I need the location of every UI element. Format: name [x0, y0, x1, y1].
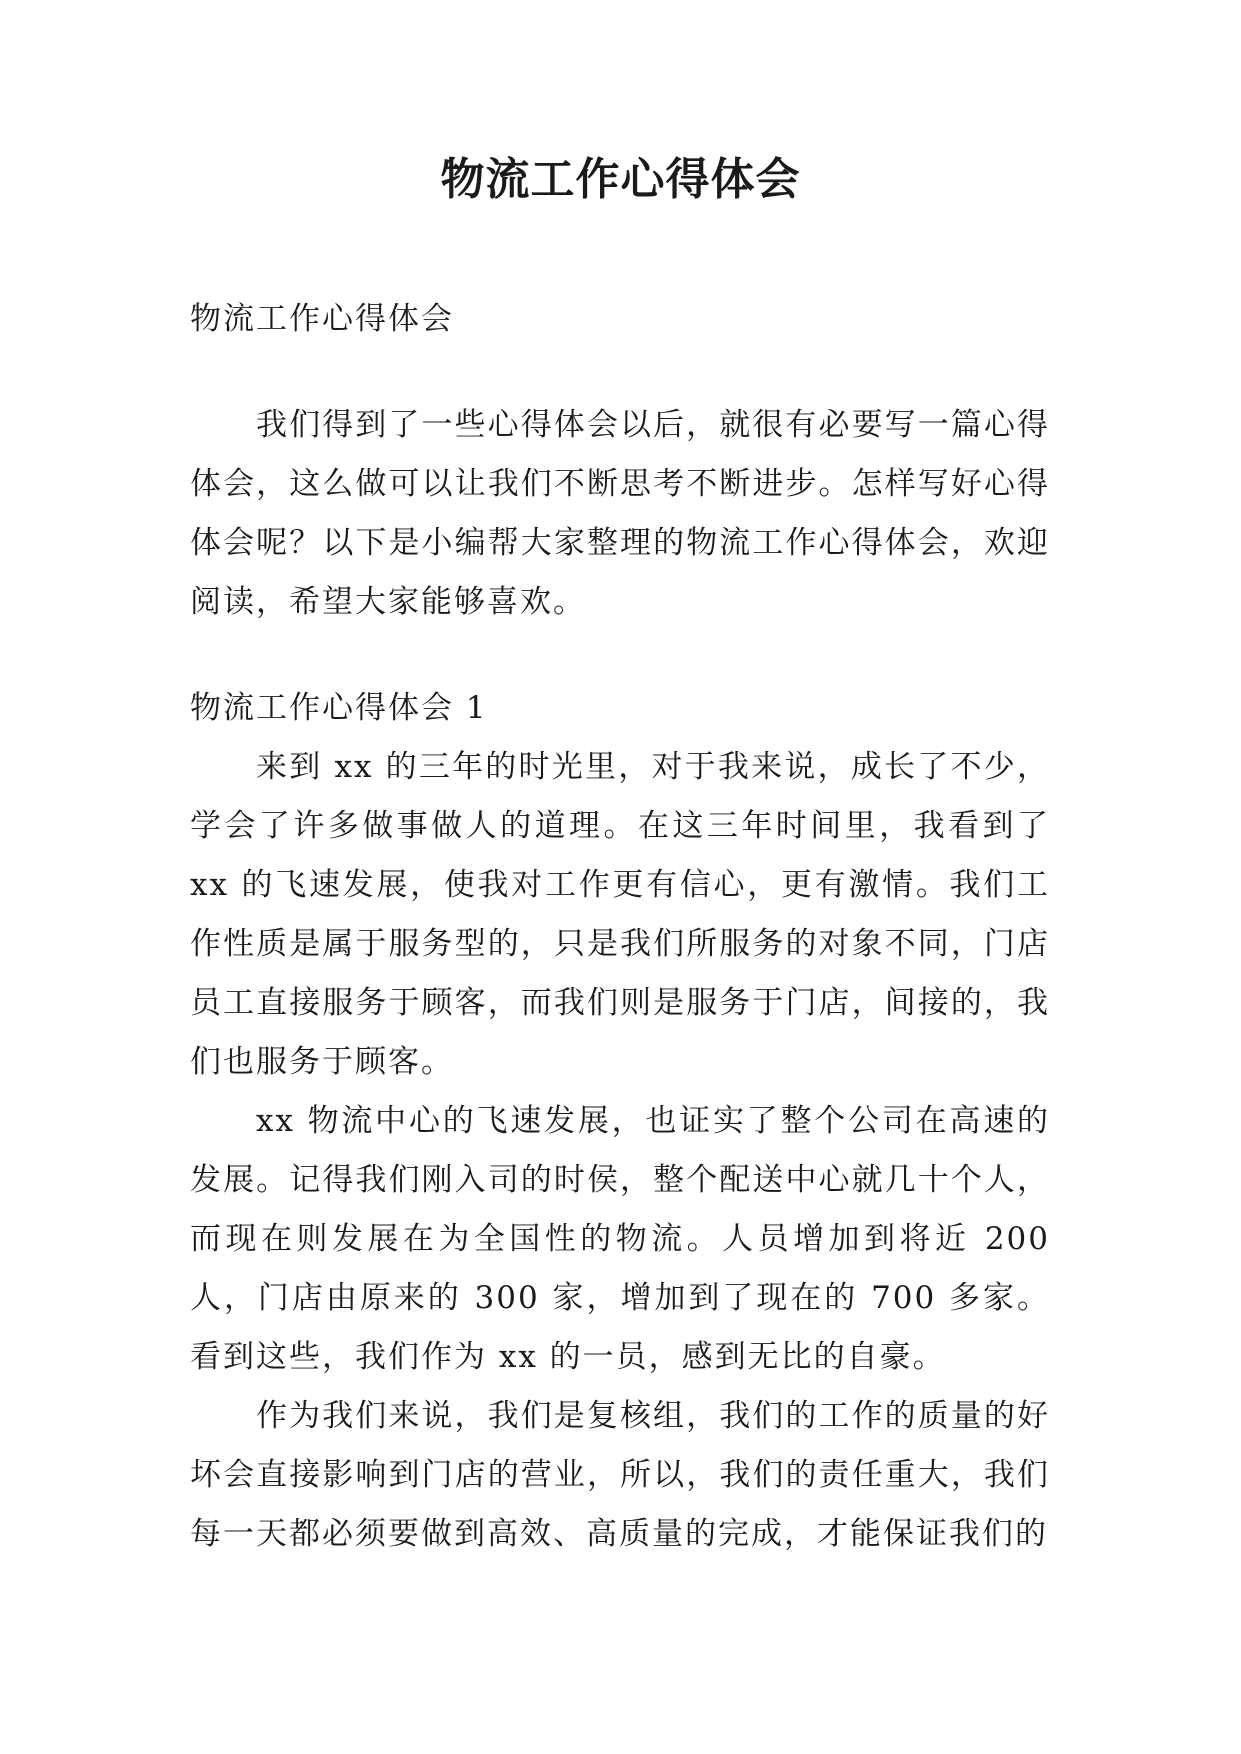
- section-title: 物流工作心得体会 1: [190, 690, 488, 726]
- spacer: [190, 632, 1050, 679]
- document-subtitle: 物流工作心得体会: [190, 301, 454, 337]
- intro-paragraph: 我们得到了一些心得体会以后，就很有必要写一篇心得体会，这么做可以让我们不断思考不断进步。怎样写好心得体会呢？以下是小编帮大家整理的物流工作心得体会，欢迎阅读，希望大家能够喜欢。: [190, 407, 1050, 620]
- document-title: 物流工作心得体会: [440, 154, 801, 205]
- body-paragraph: 作为我们来说，我们是复核组，我们的工作的质量的好坏会直接影响到门店的营业，所以，我们的责任重大，我们每一天都必须要做到高效、高质量的完成，才能保证我们的: [190, 1398, 1050, 1552]
- document-body: [190, 290, 1050, 1564]
- body-paragraph: xx 物流中心的飞速发展，也证实了整个公司在高速的发展。记得我们刚入司的时侯，整个配送中心就几十个人，而现在则发展在为全国性的物流。人员增加到将近 200 人，门店由原来的 300 家，增加到了现在的 700 多家。看到这些，我们作为 xx 的一员，感到无比的自豪。: [190, 1103, 1050, 1375]
- body-paragraph: 来到 xx 的三年的时光里，对于我来说，成长了不少，学会了许多做事做人的道理。在这三年时间里，我看到了 xx 的飞速发展，使我对工作更有信心，更有激情。我们工作性质是属于服务型的，只是我们所服务的对象不同，门店员工直接服务于顾客，而我们则是服务于门店，间接的，我们也服务于顾客。: [190, 749, 1050, 1080]
- spacer: [190, 349, 1050, 396]
